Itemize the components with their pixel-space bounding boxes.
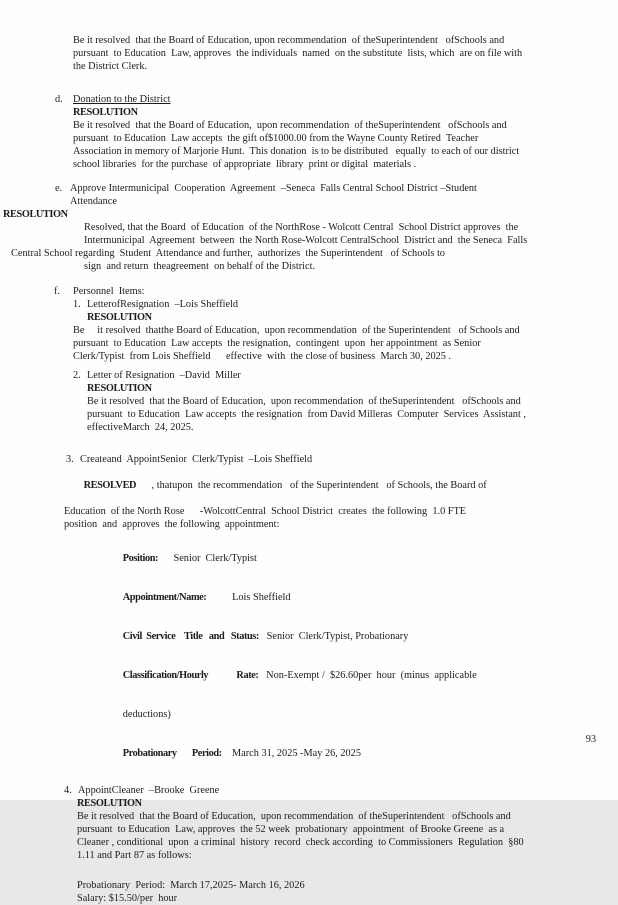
detail-line (97, 656, 618, 695)
resolved-text: , thatupon the recommendation of the Superintendent of Schools, the Board of (136, 480, 487, 491)
detail-line (97, 695, 618, 734)
list-number: 3. (66, 454, 74, 465)
personnel-item-4 (0, 784, 618, 905)
detail-line (97, 578, 618, 617)
detail-value: Senior Clerk/Typist, Probationary (258, 631, 409, 642)
detail-value: deductions) (122, 709, 171, 720)
text-line (63, 466, 618, 505)
text-line: pursuant to Education Law accepts the gift of$1000.00 from the Wayne County Retired Teacher (73, 133, 479, 144)
detail-value: Lois Sheffield (206, 592, 291, 603)
detail-label: Classification/Hourly Rate: (122, 670, 259, 681)
item-d-heading (55, 93, 618, 106)
personnel-item-2 (0, 369, 618, 434)
text-line: effectiveMarch 24, 2025. (87, 422, 194, 433)
item-e (0, 182, 618, 273)
text-line: Association in memory of Marjorie Hunt. This donation is to be distributed equally to each of our district (73, 146, 520, 157)
sub-item-heading (73, 369, 618, 382)
text-line: position and approves the following appointment: (64, 519, 280, 530)
item-title: Approve Intermunicipal Cooperation Agreement –Seneca Falls Central School District –Student (70, 183, 477, 194)
resolution-label: RESOLUTION (77, 798, 142, 809)
resolution-label: RESOLUTION (3, 209, 68, 220)
resolved-label: RESOLVED (83, 480, 137, 491)
list-letter: e. (55, 183, 63, 194)
item-e-heading (55, 182, 618, 195)
text-line: pursuant to Education Law accepts the resignation, contingent upon her appointment as Senior (73, 338, 481, 349)
detail-line (97, 539, 618, 578)
list-letter: d. (55, 94, 63, 105)
text-line: the District Clerk. (73, 61, 148, 72)
detail-value: March 31, 2025 -May 26, 2025 (221, 748, 361, 759)
probationary-period-line: Probationary Period: March 17,2025- March 16, 2026 (77, 880, 305, 891)
text-line: Intermunicipal Agreement between the North Rose-Wolcott CentralSchool District and the Seneca Falls (84, 235, 528, 246)
page-number: 93 (585, 734, 596, 745)
text-line: Resolved, that the Board of Education of the NorthRose - Wolcott Central School District approves the (84, 222, 519, 233)
sub-item-title: Createand AppointSenior Clerk/Typist –Lois Sheffield (80, 454, 313, 465)
resolution-label: RESOLUTION (87, 312, 152, 323)
text-line: Be it resolved that the Board of Education, upon recommendation of theSuperintendent ofSchools and (73, 120, 507, 131)
text-line: Cleaner , conditional upon a criminal history record check according to Commissioners Regulation §80 (77, 837, 524, 848)
detail-line (97, 617, 618, 656)
resolution-label: RESOLUTION (87, 383, 152, 394)
personnel-item-1 (0, 298, 618, 363)
text-line: Clerk/Typist from Lois Sheffield effective with the close of business March 30, 2025 . (73, 351, 452, 362)
item-f-heading (54, 285, 618, 298)
resolution-label: RESOLUTION (73, 107, 138, 118)
detail-label: Appointment/Name: (122, 592, 207, 603)
sub-item-heading (64, 784, 618, 797)
sub-item-heading (73, 298, 618, 311)
detail-line (97, 734, 618, 773)
text-line: 1.11 and Part 87 as follows: (77, 850, 192, 861)
text-line: Be it resolved thatthe Board of Education, upon recommendation of the Superintendent of Schools and (73, 325, 520, 336)
text-line: Be it resolved that the Board of Education, upon recommendation of theSuperintendent ofSchools and (73, 35, 505, 46)
sub-item-heading (66, 453, 618, 466)
item-d (0, 93, 618, 171)
list-number: 4. (64, 785, 72, 796)
text-line: pursuant to Education Law, approves the individuals named on the substitute lists, which are on file with (73, 48, 523, 59)
sub-item-title: LetterofResignation –Lois Sheffield (87, 299, 239, 310)
detail-value: Non-Exempt / $26.60per hour (minus applicable (258, 670, 477, 681)
list-number: 2. (73, 370, 81, 381)
detail-label: Probationary Period: (122, 748, 222, 759)
sub-item-title: Letter of Resignation –David Miller (87, 370, 241, 381)
text-line: Be it resolved that the Board of Education, upon recommendation of theSuperintendent ofSchools and (77, 811, 511, 822)
text-line: sign and return theagreement on behalf of the District. (84, 261, 316, 272)
personnel-item-3 (0, 453, 618, 773)
detail-label: Position: (122, 553, 159, 564)
item-title-continued: Attendance (70, 196, 117, 207)
intro-paragraph (0, 34, 618, 73)
list-letter: f. (54, 286, 61, 297)
item-title: Donation to the District (73, 94, 171, 105)
list-number: 1. (73, 299, 81, 310)
text-line: Be it resolved that the Board of Education, upon recommendation of theSuperintendent ofSchools and (87, 396, 521, 407)
detail-value: Senior Clerk/Typist (158, 553, 257, 564)
text-line: pursuant to Education Law, approves the 52 week probationary appointment of Brooke Greene as a (77, 824, 505, 835)
salary-line: Salary: $15.50/per hour (77, 893, 178, 904)
item-f (0, 285, 618, 905)
appointment-details (0, 539, 618, 773)
item-title: Personnel Items: (73, 286, 145, 297)
text-line: pursuant to Education Law accepts the resignation from David Milleras Computer Services Assistant , (87, 409, 526, 420)
text-line: school libraries for the purchase of appropriate library print or digital materials . (73, 159, 417, 170)
text-line: Education of the North Rose -WolcottCentral School District creates the following 1.0 FTE (64, 506, 467, 517)
sub-item-title: AppointCleaner –Brooke Greene (78, 785, 220, 796)
text-line: Central School regarding Student Attendance and further, authorizes the Superintendent of Schools to (11, 248, 445, 259)
detail-label: Civil Service Title and Status: (122, 631, 259, 642)
